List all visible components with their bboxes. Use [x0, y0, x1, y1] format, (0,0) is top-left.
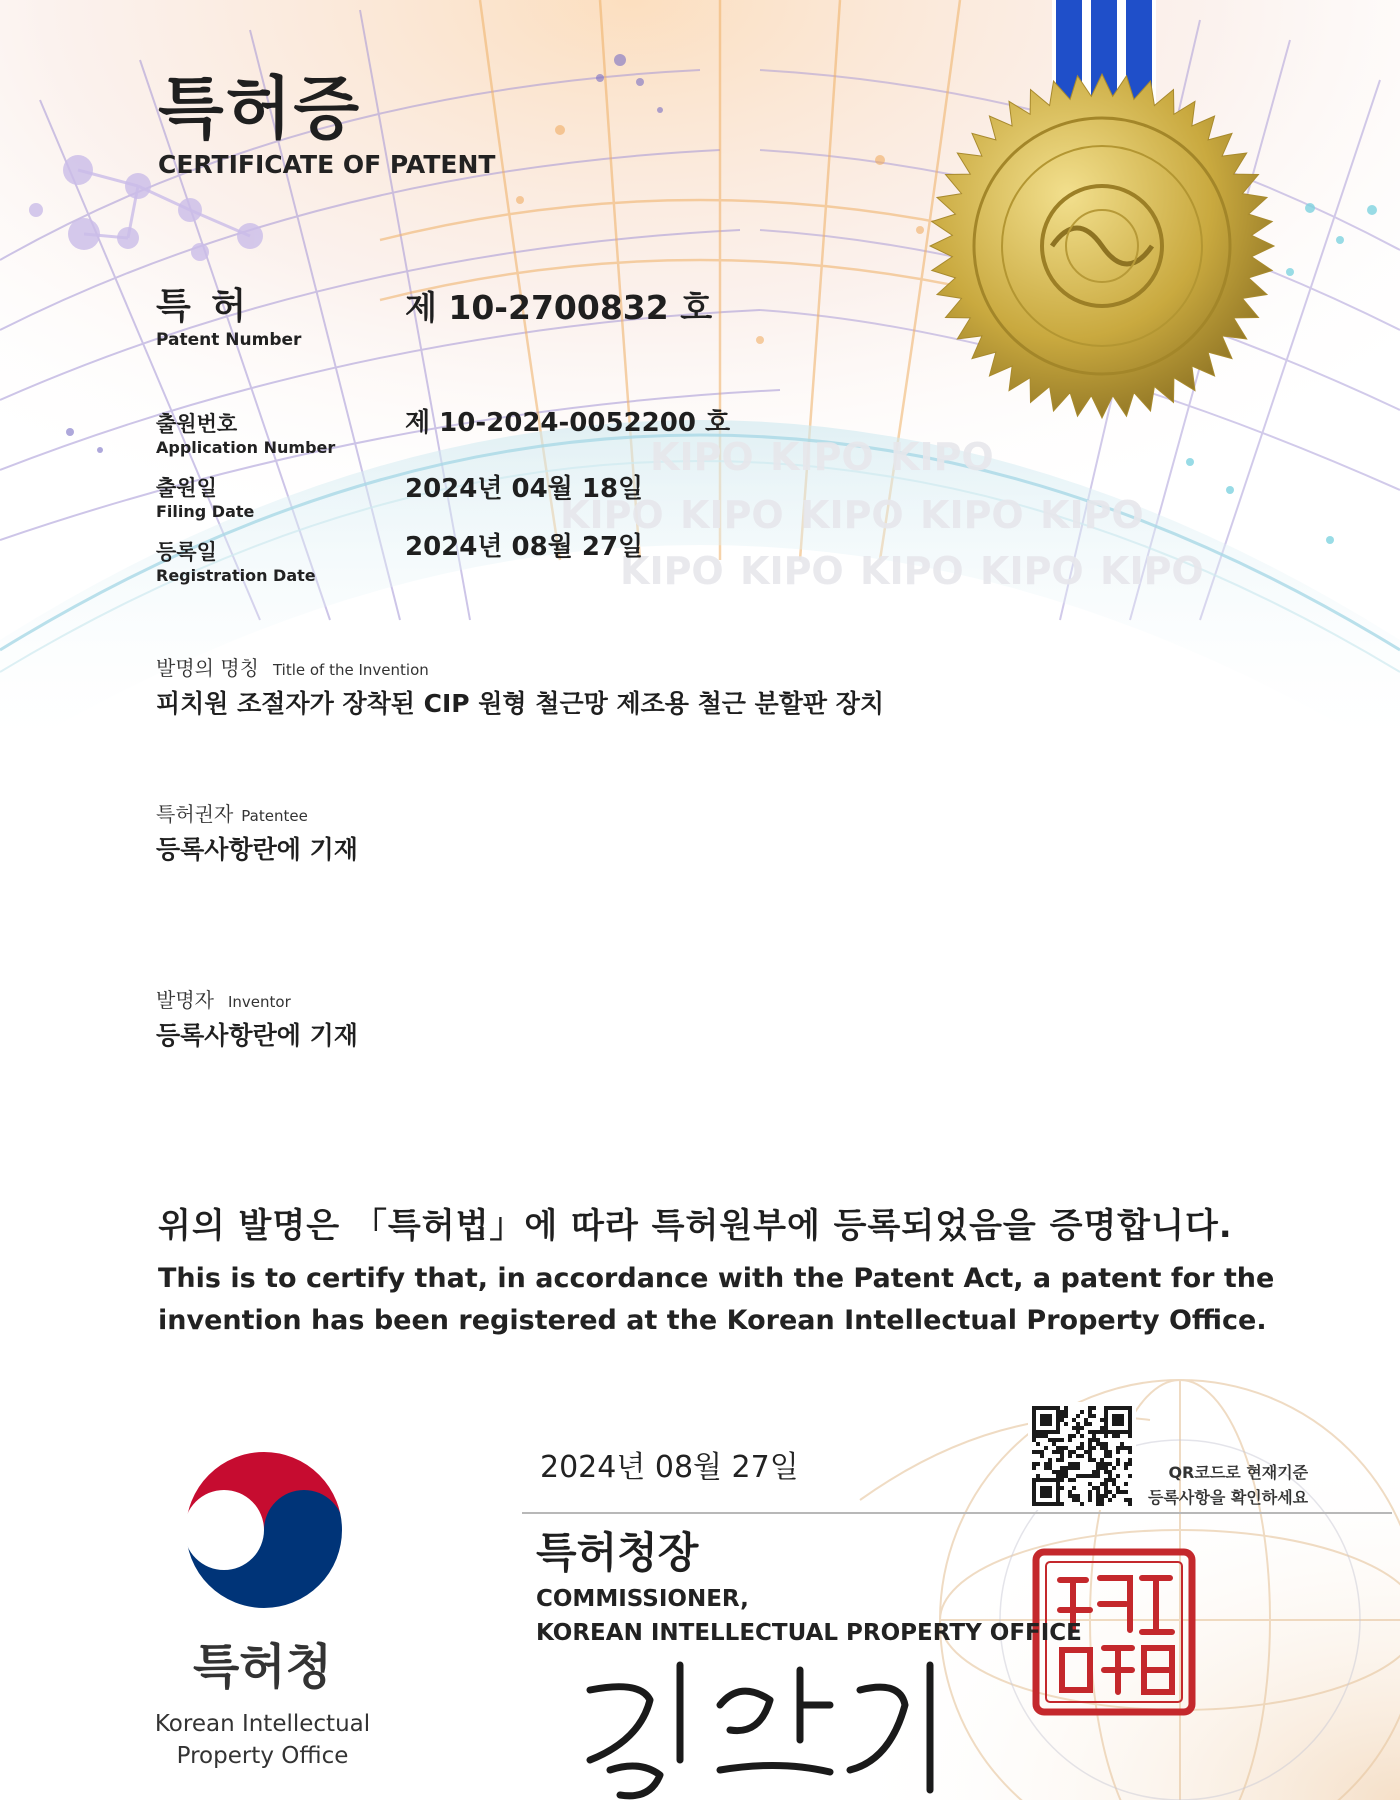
kipo-watermark-10: KIPO — [740, 549, 844, 593]
registration-date-label-ko: 등록일 — [156, 540, 217, 564]
inventor-label-en: Inventor — [227, 993, 291, 1011]
invention-title-label — [156, 652, 429, 681]
inventor-value: 등록사항란에 기재 — [156, 1021, 358, 1050]
registration-date-value: 2024년 08월 27일 — [405, 532, 644, 562]
certificate-title-korean: 특허증 — [158, 70, 362, 149]
filing-date-label-ko: 출원일 — [156, 476, 217, 500]
application-number-value: 제 10-2024-0052200 호 — [405, 408, 731, 438]
application-number-label-en: Application Number — [156, 438, 336, 457]
qr-code-note — [1148, 1460, 1308, 1510]
kipo-logo-name-en-line2: Property Office — [176, 1743, 349, 1769]
kipo-logo-name-ko: 특허청 — [192, 1639, 333, 1695]
kipo-watermark-5: KIPO — [680, 493, 784, 537]
certificate-title-english: CERTIFICATE OF PATENT — [158, 150, 496, 179]
qr-code — [1028, 1402, 1136, 1510]
commissioner-title-en-line1: COMMISSIONER, — [536, 1586, 749, 1612]
patent-number-value: 제 10-2700832 호 — [405, 288, 713, 327]
kipo-logo-name-en — [130, 1708, 395, 1772]
qr-note-line1: QR코드로 현재기준 — [1168, 1463, 1309, 1482]
patentee-label-ko: 특허권자 — [156, 802, 234, 826]
patent-number-label-en: Patent Number — [156, 330, 302, 350]
application-number-label-ko: 출원번호 — [156, 412, 238, 436]
invention-title-label-ko: 발명의 명칭 — [156, 656, 259, 680]
certification-statement-ko: 위의 발명은 「특허법」에 따라 특허원부에 등록되었음을 증명합니다. — [158, 1206, 1233, 1246]
kipo-watermark-7: KIPO — [920, 493, 1024, 537]
inventor-label-ko: 발명자 — [156, 988, 214, 1012]
commissioner-title-en — [536, 1582, 1082, 1650]
signature-divider — [522, 1512, 1392, 1514]
kipo-watermark-8: KIPO — [1040, 493, 1144, 537]
invention-title-value: 피치원 조절자가 장착된 CIP 원형 철근망 제조용 철근 분할판 장치 — [156, 689, 885, 718]
patentee-label — [156, 798, 308, 827]
patentee-label-en: Patentee — [241, 807, 308, 825]
certification-statement-en: This is to certify that, in accordance with the Patent Act, a patent for the invention has been registered at the Korean Intellectual Property Office. — [158, 1263, 1275, 1336]
signature-date: 2024년 08월 27일 — [540, 1450, 799, 1485]
qr-note-line2: 등록사항을 확인하세요 — [1148, 1488, 1309, 1507]
kipo-watermark-6: KIPO — [800, 493, 904, 537]
filing-date-value: 2024년 04월 18일 — [405, 474, 644, 504]
patent-number-label-ko: 특 허 — [156, 286, 251, 327]
invention-title-label-en: Title of the Invention — [272, 661, 429, 679]
kipo-watermark-3: KIPO — [890, 435, 994, 479]
kipo-logo-name-en-line1: Korean Intellectual — [154, 1711, 371, 1737]
kipo-taegeuk-logo — [184, 1450, 344, 1610]
registration-date-label-en: Registration Date — [156, 566, 316, 585]
kipo-watermark-11: KIPO — [860, 549, 964, 593]
kipo-watermark-12: KIPO — [980, 549, 1084, 593]
inventor-label — [156, 984, 291, 1013]
kipo-watermark-13: KIPO — [1100, 549, 1204, 593]
kipo-watermark-1: KIPO — [650, 435, 754, 479]
kipo-watermark-4: KIPO — [560, 493, 664, 537]
kipo-watermark-9: KIPO — [620, 549, 724, 593]
filing-date-label-en: Filing Date — [156, 502, 255, 521]
patentee-value: 등록사항란에 기재 — [156, 835, 358, 864]
kipo-watermark-2: KIPO — [770, 435, 874, 479]
commissioner-title-ko: 특허청장 — [536, 1528, 699, 1577]
commissioner-title-en-line2: KOREAN INTELLECTUAL PROPERTY OFFICE — [536, 1620, 1082, 1646]
